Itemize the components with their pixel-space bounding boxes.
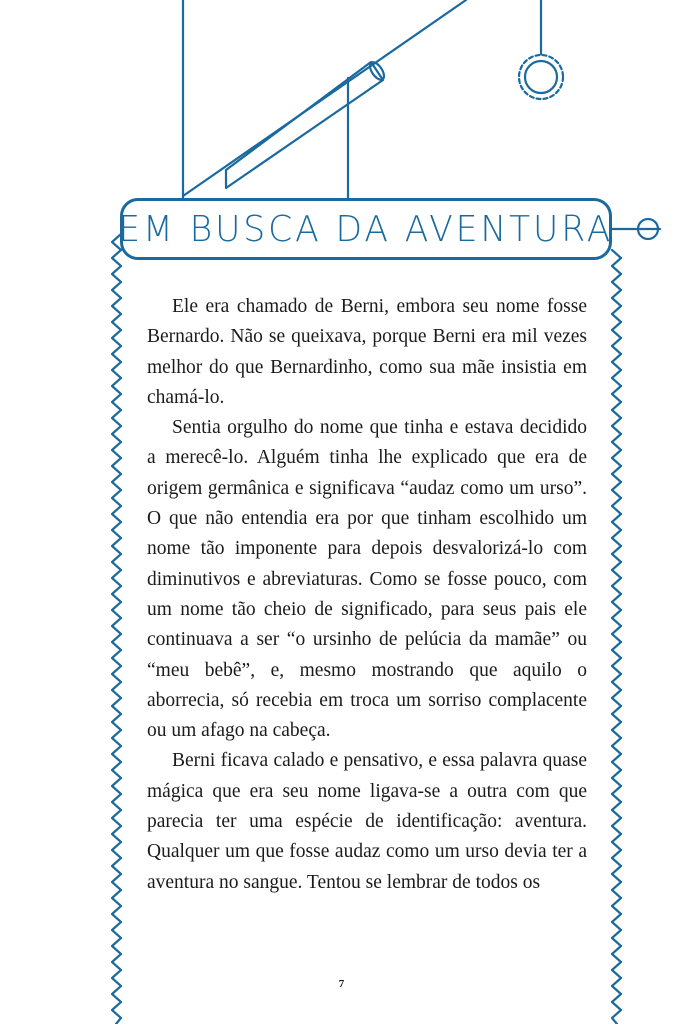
chapter-body bbox=[147, 292, 587, 898]
paragraph: Sentia orgulho do nome que tinha e estava decidido a merecê-lo. Alguém tinha lhe explicado que era de origem germânica e significava “audaz como um urso”. O que não entendia era por que tinham escolhido um nome tão imponente para depois desvalorizá-lo com diminutivos e abreviaturas. Como se fosse pouco, com um nome tão cheio de significado, para seus pais ele continuava a ser “o ursinho de pelúcia da mamãe” ou “meu bebê”, e, mesmo mostrando que aquilo o aborrecia, só recebia em troca um sorriso complacente ou um afago na cabeça. bbox=[147, 417, 587, 742]
chapter-title-box bbox=[120, 198, 612, 260]
left-zigzag-border bbox=[112, 234, 121, 1024]
page-number: 7 bbox=[338, 978, 345, 990]
paragraph: Berni ficava calado e pensativo, e essa palavra quase mágica que era seu nome ligava-se a outra com que parecia ter uma espécie de identificação: aventura. Qualquer um que fosse audaz como um urso devia ter a aventura no sangue. Tentou se lembrar de todos os bbox=[147, 750, 587, 893]
telescope-tube bbox=[226, 62, 383, 188]
chapter-title: EM BUSCA DA AVENTURA bbox=[118, 208, 614, 250]
right-zigzag-border bbox=[612, 250, 621, 1024]
paragraph: Ele era chamado de Berni, embora seu nome fosse Bernardo. Não se queixava, porque Berni era mil vezes melhor do que Bernardinho, como sua mãe insistia em chamá-lo. bbox=[147, 296, 587, 408]
pendulum-ball bbox=[525, 61, 557, 93]
